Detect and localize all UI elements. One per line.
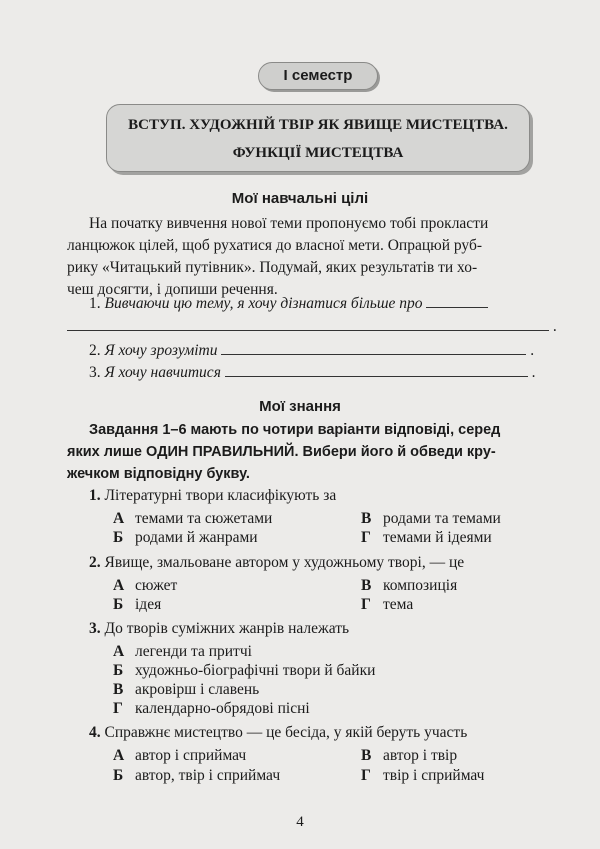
q4-option-v-text: автор і твір [383, 747, 458, 764]
q3-option-g-letter[interactable]: Г [113, 700, 123, 717]
goals-intro-line-2: ланцюжок цілей, щоб рухатися до власної мети. Опрацюй руб- [67, 237, 483, 254]
q4-option-g[interactable] [361, 767, 484, 785]
question-2-num: 2. [89, 554, 101, 571]
q2-option-v-letter[interactable]: В [361, 577, 372, 594]
question-1-num: 1. [89, 487, 101, 504]
goal-item-2: 2. Я хочу зрозуміти . [89, 342, 535, 359]
q4-option-a[interactable] [113, 747, 246, 765]
q3-option-a-text: легенди та притчі [135, 643, 252, 660]
q4-option-a-text: автор і сприймач [135, 747, 247, 764]
q1-option-v-text: родами та темами [383, 510, 501, 527]
knowledge-heading: Мої знання [259, 398, 341, 415]
question-4-num: 4. [89, 724, 101, 741]
goals-intro-line-1: На початку вивчення нової теми пропонуємо тобі прокласти [89, 215, 489, 232]
q1-option-b-letter[interactable]: Б [113, 529, 124, 546]
q3-option-g[interactable] [113, 700, 310, 718]
question-2-text: Явище, змальоване автором у художньому творі, — це [104, 554, 465, 571]
question-3 [89, 620, 349, 638]
q2-option-b-text: ідея [135, 596, 162, 613]
q3-option-v-letter[interactable]: В [113, 681, 124, 698]
instruction-line-3: жечком відповідну букву. [67, 466, 250, 482]
q1-option-g-text: темами й ідеями [383, 529, 492, 546]
q2-option-a-letter[interactable]: А [113, 577, 125, 594]
q4-option-v[interactable] [361, 747, 457, 765]
question-4-text: Справжнє мистецтво — це бесіда, у якій беруть участь [104, 724, 468, 741]
question-1 [89, 487, 336, 505]
goal-item-1-continuation: . [67, 318, 557, 336]
q3-option-g-text: календарно-обрядові пісні [135, 700, 310, 717]
goals-intro-line-3: рику «Читацький путівник». Подумай, яких результатів ти хо- [67, 259, 478, 276]
goal-item-3-blank[interactable] [225, 364, 528, 377]
q2-option-a-text: сюжет [135, 577, 178, 594]
goal-item-3-num: 3. [89, 364, 101, 381]
topic-title-box [106, 104, 530, 172]
q1-option-v[interactable] [361, 510, 501, 528]
semester-label: І семестр [258, 62, 378, 90]
q3-option-v[interactable] [113, 681, 259, 699]
goal-item-3: 3. Я хочу навчитися . [89, 364, 536, 381]
goal-item-1-text: Вивчаючи цю тему, я хочу дізнатися більше про [104, 295, 423, 312]
q4-option-a-letter[interactable]: А [113, 747, 125, 764]
q4-option-g-letter[interactable]: Г [361, 767, 371, 784]
q2-option-v[interactable] [361, 577, 457, 595]
page-number: 4 [296, 814, 304, 830]
q4-option-v-letter[interactable]: В [361, 747, 372, 764]
q3-option-a[interactable] [113, 643, 252, 661]
q2-option-b-letter[interactable]: Б [113, 596, 124, 613]
goal-item-1-num: 1. [89, 295, 101, 312]
q3-option-a-letter[interactable]: А [113, 643, 125, 660]
q1-option-a[interactable] [113, 510, 272, 528]
q3-option-b-letter[interactable]: Б [113, 662, 124, 679]
goal-item-2-blank[interactable] [221, 342, 526, 355]
goal-item-2-num: 2. [89, 342, 101, 359]
q2-option-a[interactable] [113, 577, 177, 595]
q1-option-g[interactable] [361, 529, 492, 547]
goals-heading: Мої навчальні цілі [231, 190, 369, 207]
q2-option-g-letter[interactable]: Г [361, 596, 371, 613]
q4-option-b-letter[interactable]: Б [113, 767, 124, 784]
q2-option-g[interactable] [361, 596, 413, 614]
goal-item-1 [89, 295, 488, 313]
q3-option-v-text: акровірш і славень [135, 681, 260, 698]
instruction-line-2: яких лише ОДИН ПРАВИЛЬНИЙ. Вибери його й обведи кру- [67, 444, 496, 460]
q1-option-b[interactable] [113, 529, 258, 547]
question-3-num: 3. [89, 620, 101, 637]
topic-title-line-2: ФУНКЦІЇ МИСТЕЦТВА [232, 145, 404, 161]
goals-intro-line-4: чеш досягти, і допиши речення. [67, 281, 278, 298]
topic-title-line-1: ВСТУП. ХУДОЖНІЙ ТВІР ЯК ЯВИЩЕ МИСТЕЦТВА. [128, 117, 508, 133]
goal-item-2-text: Я хочу зрозуміти [104, 342, 218, 359]
question-1-text: Літературні твори класифікують за [104, 487, 337, 504]
q2-option-v-text: композиція [383, 577, 458, 594]
goal-item-1-blank[interactable] [426, 295, 488, 308]
instruction-line-1: Завдання 1–6 мають по чотири варіанти відповіді, серед [89, 422, 501, 438]
question-2 [89, 554, 464, 572]
q4-option-g-text: твір і сприймач [383, 767, 485, 784]
q1-option-a-text: темами та сюжетами [135, 510, 273, 527]
q1-option-a-letter[interactable]: А [113, 510, 125, 527]
goal-item-1-blank-line-2[interactable] [67, 318, 549, 331]
q1-option-v-letter[interactable]: В [361, 510, 372, 527]
question-3-text: До творів суміжних жанрів належать [104, 620, 350, 637]
q2-option-b[interactable] [113, 596, 161, 614]
question-4 [89, 724, 467, 742]
q2-option-g-text: тема [383, 596, 414, 613]
goal-item-3-text: Я хочу навчитися [104, 364, 221, 381]
q3-option-b-text: художньо-біографічні твори й байки [135, 662, 376, 679]
q4-option-b-text: автор, твір і сприймач [135, 767, 281, 784]
q1-option-g-letter[interactable]: Г [361, 529, 371, 546]
q3-option-b[interactable] [113, 662, 375, 680]
q4-option-b[interactable] [113, 767, 280, 785]
q1-option-b-text: родами й жанрами [135, 529, 258, 546]
